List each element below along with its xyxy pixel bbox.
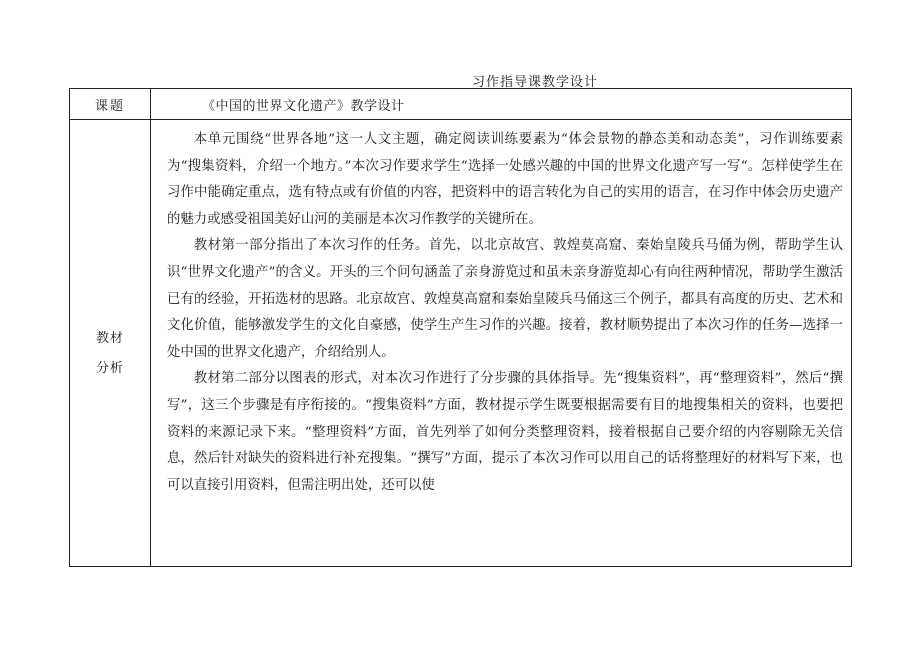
topic-row [70, 89, 851, 120]
column-divider [150, 89, 151, 566]
topic-label: 课题 [94, 99, 125, 114]
analysis-content [167, 127, 843, 499]
analysis-label-line2: 分析 [95, 361, 124, 376]
topic-value: 《中国的世界文化遗产》教学设计 [202, 99, 405, 114]
analysis-label [70, 324, 150, 384]
document-title: 习作指导课教学设计 [471, 75, 598, 90]
analysis-paragraph-2: 教材第一部分指出了本次习作的任务。首先，以北京故宫、敦煌莫高窟、秦始皇陵兵马俑为例，帮助学生认识“世界文化遗产”的含义。开头的三个问句涵盖了亲身游览过和虽未亲身游览却心有向往两种情况，帮助学生激活已有的经验，开拓选材的思路。北京故宫、敦煌莫高窟和秦始皇陵兵马俑这三个例子，都具有高度的历史、艺术和文化价值，能够激发学生的文化自豪感，使学生产生习作的兴趣。接着，教材顺势提出了本次习作的任务—选择一处中国的世界文化遗产，介绍给别人。 [167, 238, 843, 360]
analysis-label-line1: 教材 [95, 331, 124, 346]
analysis-paragraph-1: 本单元围绕“世界各地”这一人文主题，确定阅读训练要素为“体会景物的静态美和动态美”，习作训练要素为“搜集资料，介绍一个地方。”本次习作要求学生“选择一处感兴趣的中国的世界文化遗产写一写“。怎样使学生在习作中能确定重点，选有特点或有价值的内容，把资料中的语言转化为自己的实用的语言，在习作中体会历史遗产的魅力或感受祖国美好山河的美丽是本次习作教学的关键所在。 [167, 132, 843, 227]
analysis-paragraph-3: 教材第二部分以图表的形式，对本次习作进行了分步骤的具体指导。先“搜集资料”，再“整理资料”，然后“撰写”，这三个步骤是有序衔接的。“搜集资料”方面，教材提示学生既要根据需要有目的地搜集相关的资料，也要把资料的来源记录下来。“整理资料”方面，首先列举了如何分类整理资料，接着根据自己要介绍的内容剔除无关信息，然后针对缺失的资料进行补充搜集。“撰写”方面，提示了本次习作可以用自己的话将整理好的材料写下来，也可以直接引用资料，但需注明出处，还可以使 [167, 371, 843, 493]
lesson-plan-table [69, 88, 852, 567]
